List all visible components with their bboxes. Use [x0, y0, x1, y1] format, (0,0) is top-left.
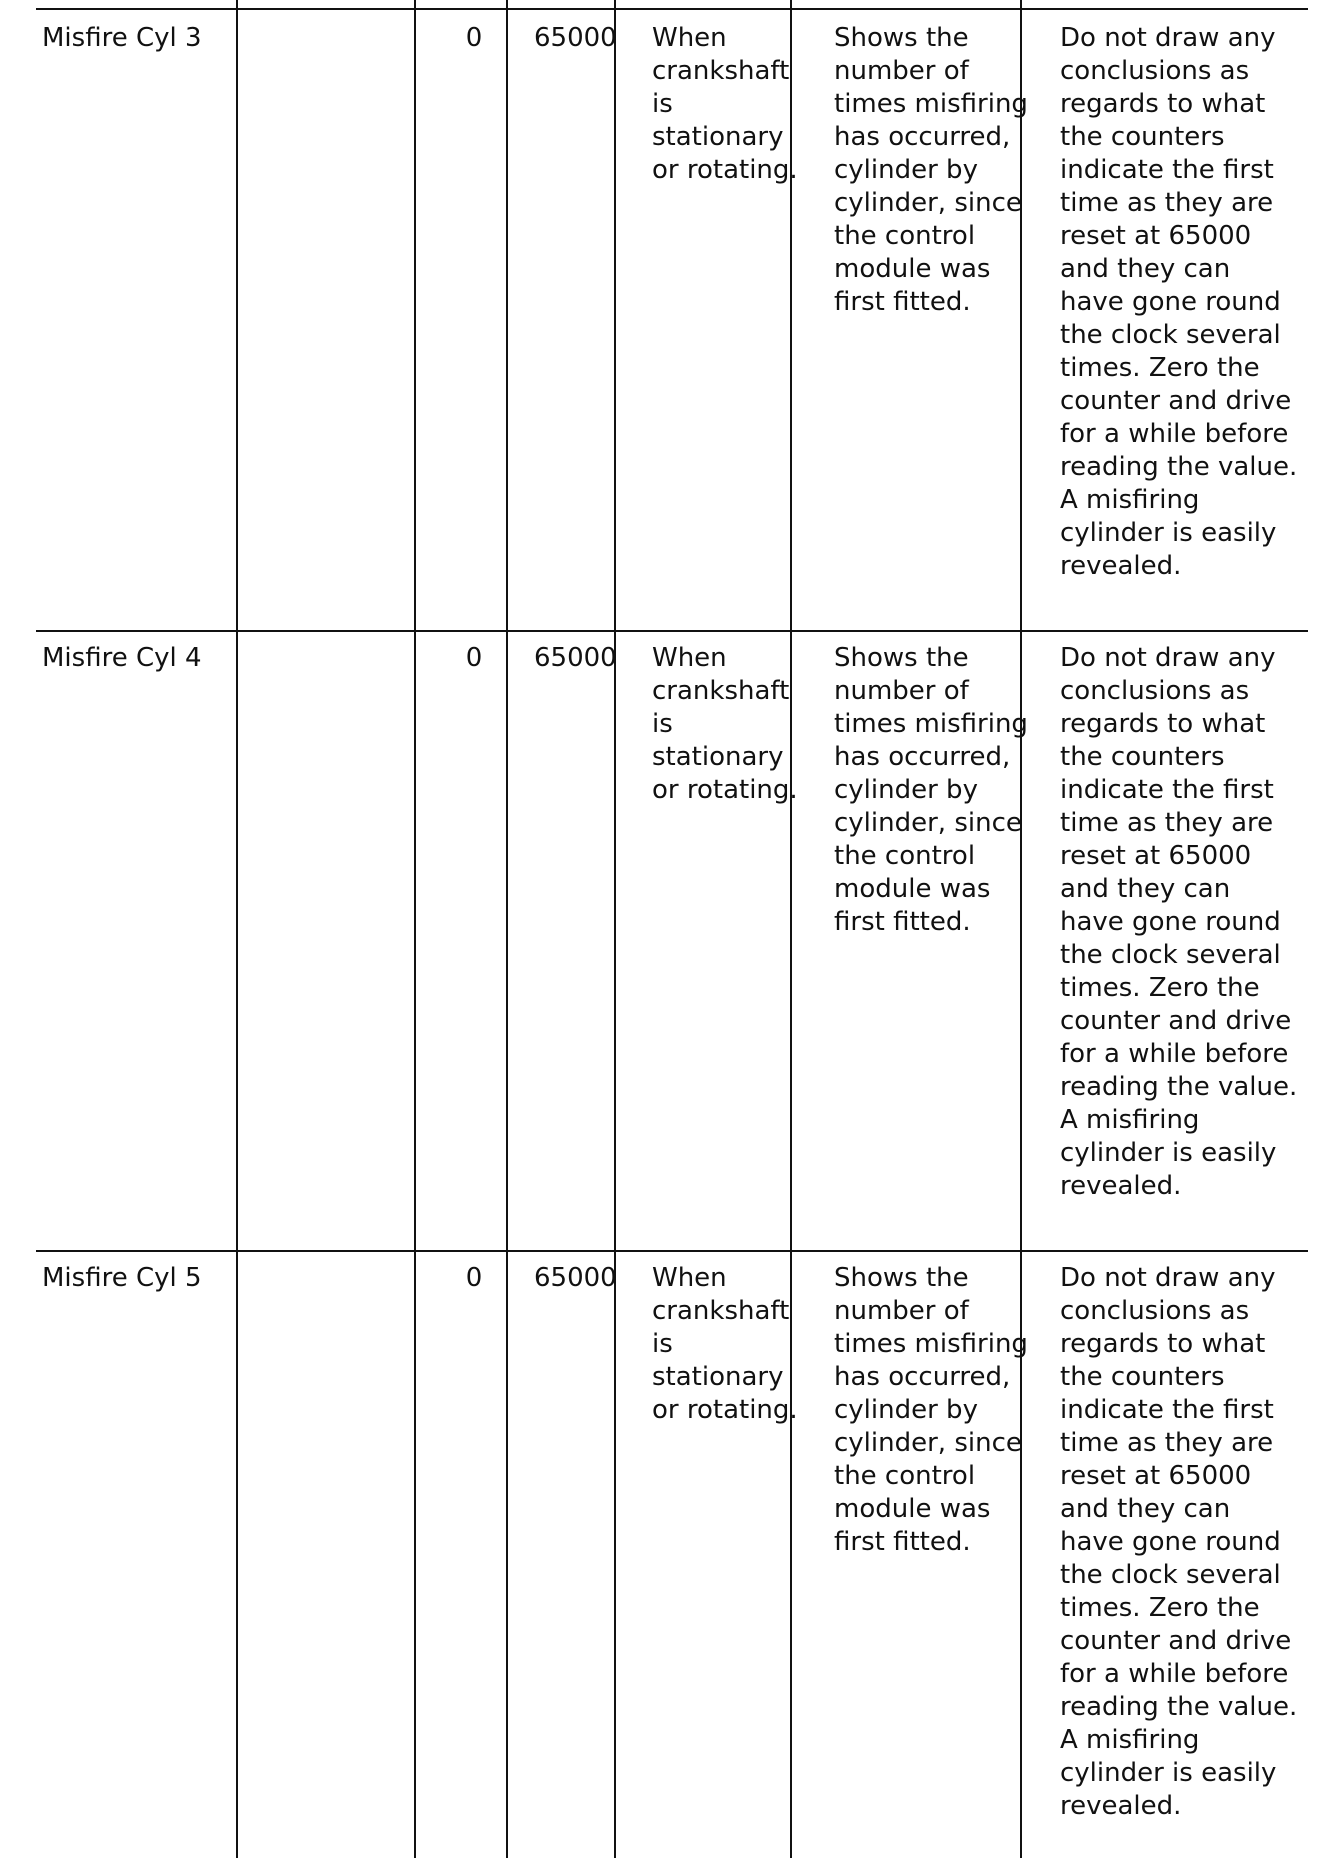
- min-value: 0: [465, 23, 483, 53]
- parameter-name-cell: [36, 632, 236, 1250]
- condition-text: When crankshaft is stationary or rotating.: [652, 23, 798, 185]
- description-cell: [784, 632, 1056, 1250]
- description-cell: [784, 1252, 1056, 1858]
- note-cell: [1018, 12, 1308, 630]
- description-cell: [784, 12, 1056, 630]
- empty-cell: [240, 1252, 410, 1858]
- parameter-name-cell: [36, 1252, 236, 1858]
- empty-cell: [240, 12, 410, 630]
- note-text: Do not draw any conclusions as regards to what the counters indicate the first time as they are reset at 65000 and they can have gone round the clock several times. Zero the counter and drive for a while before reading the value. A misfiring cylinder is easily revealed.: [1060, 1263, 1298, 1821]
- min-value: 0: [465, 643, 483, 673]
- description-text: Shows the number of times misfiring has occurred, cylinder by cylinder, since the control module was first fitted.: [834, 643, 1028, 937]
- condition-text: When crankshaft is stationary or rotating.: [652, 1263, 798, 1425]
- table-top-border: [36, 8, 1308, 10]
- parameter-name: Misfire Cyl 3: [42, 23, 202, 53]
- parameter-name-cell: [36, 12, 236, 630]
- table-row: [36, 1252, 1308, 1858]
- max-value: 65000: [534, 23, 617, 53]
- min-value: 0: [465, 1263, 483, 1293]
- description-text: Shows the number of times misfiring has occurred, cylinder by cylinder, since the control module was first fitted.: [834, 1263, 1028, 1557]
- note-text: Do not draw any conclusions as regards to what the counters indicate the first time as they are reset at 65000 and they can have gone round the clock several times. Zero the counter and drive for a while before reading the value. A misfiring cylinder is easily revealed.: [1060, 23, 1298, 581]
- note-text: Do not draw any conclusions as regards to what the counters indicate the first time as they are reset at 65000 and they can have gone round the clock several times. Zero the counter and drive for a while before reading the value. A misfiring cylinder is easily revealed.: [1060, 643, 1298, 1201]
- note-cell: [1018, 1252, 1308, 1858]
- parameter-name: Misfire Cyl 5: [42, 1263, 202, 1293]
- description-text: Shows the number of times misfiring has occurred, cylinder by cylinder, since the control module was first fitted.: [834, 23, 1028, 317]
- table-row: [36, 632, 1308, 1250]
- condition-text: When crankshaft is stationary or rotating.: [652, 643, 798, 805]
- note-cell: [1018, 632, 1308, 1250]
- max-value: 65000: [534, 1263, 617, 1293]
- empty-cell: [240, 632, 410, 1250]
- table-row: [36, 12, 1308, 630]
- parameter-name: Misfire Cyl 4: [42, 643, 202, 673]
- max-value: 65000: [534, 643, 617, 673]
